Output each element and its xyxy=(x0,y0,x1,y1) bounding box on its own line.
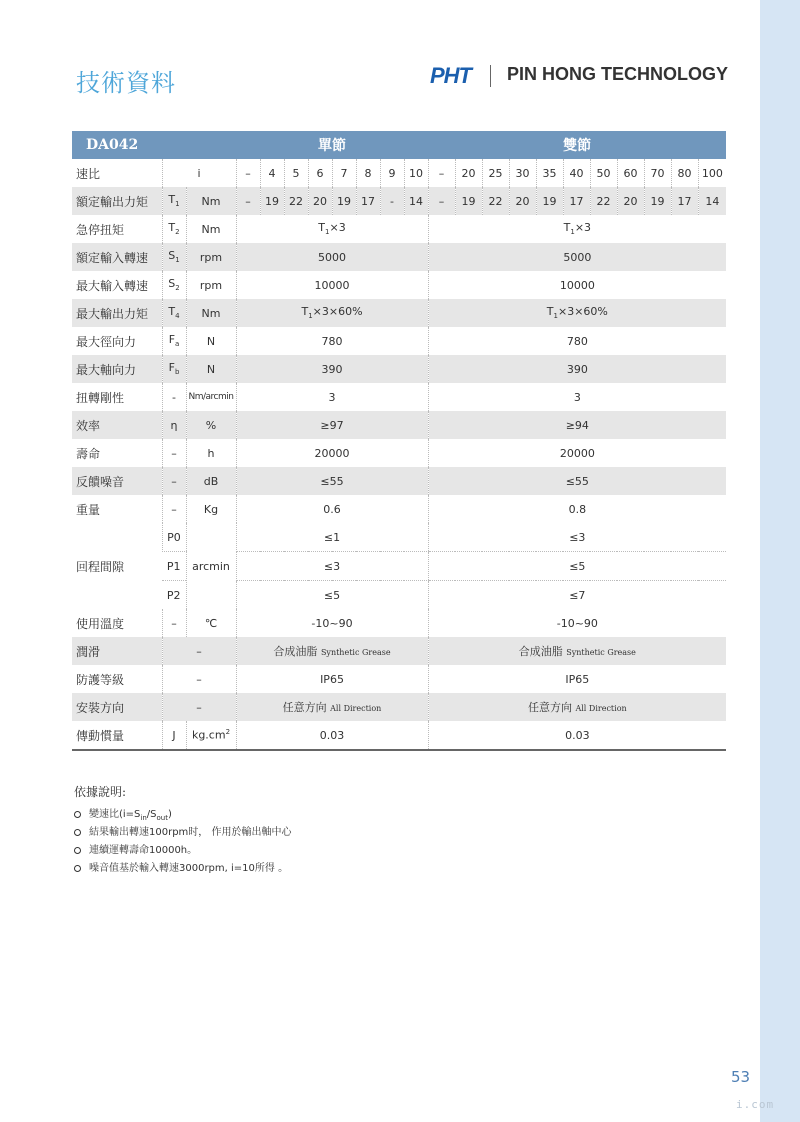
spec-row xyxy=(72,467,726,495)
double-value xyxy=(428,665,726,693)
spec-row xyxy=(72,355,726,383)
param-label: 最大輸入轉速 xyxy=(76,278,149,293)
ratio-double-cell: 100 xyxy=(698,159,726,187)
torque-single-cell: – xyxy=(236,187,260,215)
param-label: 反饋噪音 xyxy=(72,467,162,495)
rated-torque-row xyxy=(72,187,726,215)
group-double-header: 雙節 xyxy=(428,131,726,159)
ratio-single-cell: 10 xyxy=(404,159,428,187)
ratio-single-cell: 6 xyxy=(308,159,332,187)
single-value: ≤3 xyxy=(236,552,428,581)
value-text: 合成油脂 xyxy=(273,645,318,658)
note-item xyxy=(74,842,291,860)
double-value xyxy=(428,355,726,383)
param-label: 安裝方向 xyxy=(72,693,162,721)
double-value: ≤7 xyxy=(428,581,726,610)
param-symbol: – xyxy=(162,665,236,693)
value-en: All Direction xyxy=(575,704,627,713)
backlash-row xyxy=(72,581,726,610)
symbol-text: – xyxy=(171,502,177,516)
notes-title: 依據說明: xyxy=(74,785,127,799)
note-text: 變速比(i=S xyxy=(89,809,141,820)
ratio-double-cell: 80 xyxy=(671,159,698,187)
param-label: 速比 xyxy=(76,166,101,181)
bullet-icon xyxy=(74,811,81,818)
param-unit: Nm xyxy=(186,299,236,327)
spec-row xyxy=(72,637,726,665)
value-text: T xyxy=(318,221,326,235)
symbol-sub: 4 xyxy=(175,312,180,321)
value-text: 3 xyxy=(328,390,336,404)
ratio-single-cell: 7 xyxy=(332,159,356,187)
double-value xyxy=(428,299,726,327)
param-symbol: – xyxy=(162,609,186,637)
value-sub: 1 xyxy=(308,312,313,321)
symbol-text: T xyxy=(168,193,176,207)
table-header-row xyxy=(72,131,726,159)
single-value xyxy=(236,271,428,299)
torque-double-cell: 19 xyxy=(536,187,563,215)
value-en: All Direction xyxy=(330,704,382,713)
value-text: ≤55 xyxy=(565,474,589,488)
symbol-text: T xyxy=(168,221,176,235)
value-text: ≥94 xyxy=(565,418,589,432)
brand-divider xyxy=(490,65,491,87)
param-symbol xyxy=(162,215,186,243)
torque-double-cell: 22 xyxy=(590,187,617,215)
param-unit: Nm xyxy=(186,215,236,243)
value-text: 20000 xyxy=(559,446,595,460)
value-en: Synthetic Grease xyxy=(566,648,636,657)
torque-double-cell: 17 xyxy=(563,187,590,215)
page-title: 技術資料 xyxy=(76,69,176,97)
param-label: 重量 xyxy=(76,502,101,517)
double-value xyxy=(428,609,726,637)
value-text: 5000 xyxy=(563,250,592,264)
param-symbol: J xyxy=(162,721,186,750)
spec-row xyxy=(72,271,726,299)
single-value xyxy=(236,355,428,383)
single-value xyxy=(236,299,428,327)
torque-double-cell: 19 xyxy=(644,187,671,215)
torque-single-cell: 22 xyxy=(284,187,308,215)
double-value xyxy=(428,693,726,721)
value-sub: 1 xyxy=(553,312,558,321)
torque-single-cell: 19 xyxy=(332,187,356,215)
note-item xyxy=(74,824,291,842)
value-text: -10~90 xyxy=(556,616,598,630)
symbol-text: T xyxy=(168,305,176,319)
param-symbol xyxy=(162,271,186,299)
unit-text: ℃ xyxy=(204,616,218,630)
symbol-sub: 1 xyxy=(175,200,180,209)
torque-double-cell: 20 xyxy=(509,187,536,215)
param-symbol: – xyxy=(162,693,236,721)
param-symbol xyxy=(162,187,186,215)
param-symbol xyxy=(162,495,186,523)
single-value xyxy=(236,411,428,439)
unit-sup: 2 xyxy=(225,728,231,737)
double-value xyxy=(428,467,726,495)
bullet-icon xyxy=(74,865,81,872)
torque-double-cell: 20 xyxy=(617,187,644,215)
side-strip xyxy=(760,0,800,1122)
spec-row xyxy=(72,243,726,271)
model-name: DA042 xyxy=(72,131,236,159)
ratio-double-cell: 30 xyxy=(509,159,536,187)
single-value xyxy=(236,215,428,243)
value-text: T xyxy=(563,221,571,235)
symbol-text: – xyxy=(171,474,177,488)
note-item xyxy=(74,806,291,824)
param-label: 最大軸向力 xyxy=(72,355,162,383)
param-symbol xyxy=(162,467,186,495)
symbol-text: – xyxy=(171,446,177,460)
value-text: T xyxy=(546,305,554,319)
single-value xyxy=(236,721,428,750)
symbol-text: - xyxy=(172,390,176,404)
param-unit: Nm/arcmin xyxy=(186,383,236,411)
value-sub: 1 xyxy=(325,228,330,237)
symbol-text: S xyxy=(168,249,176,263)
ratio-double-cell: 25 xyxy=(482,159,509,187)
double-value xyxy=(428,327,726,355)
value-text: 390 xyxy=(566,362,588,376)
symbol-sub: a xyxy=(175,340,180,349)
value-text: 0.03 xyxy=(565,728,590,742)
single-value xyxy=(236,383,428,411)
note-text: ) xyxy=(167,809,172,820)
double-value xyxy=(428,271,726,299)
param-unit: rpm xyxy=(186,271,236,299)
spec-table xyxy=(72,131,726,751)
ratio-double-cell: 40 xyxy=(563,159,590,187)
param-label: 防護等級 xyxy=(76,672,125,687)
param-unit xyxy=(186,721,236,750)
symbol-sub: 2 xyxy=(175,284,180,293)
param-unit: rpm xyxy=(186,243,236,271)
spec-row xyxy=(72,299,726,327)
param-unit: N xyxy=(186,327,236,355)
value-text: 0.03 xyxy=(319,728,345,742)
value-text: 0.8 xyxy=(568,502,587,516)
double-value xyxy=(428,243,726,271)
param-unit: h xyxy=(186,439,236,467)
value-text: 10000 xyxy=(559,278,595,292)
param-symbol xyxy=(162,411,186,439)
double-value xyxy=(428,495,726,523)
note-sub: out xyxy=(156,814,168,822)
param-label: 扭轉剛性 xyxy=(76,390,125,405)
param-label: 最大徑向力 xyxy=(76,334,137,349)
spec-row xyxy=(72,495,726,523)
pht-logo: PHT xyxy=(430,63,471,88)
value-text: 合成油脂 xyxy=(518,645,563,658)
ratio-single-cell: 8 xyxy=(356,159,380,187)
single-value xyxy=(236,467,428,495)
param-label: 壽命 xyxy=(76,446,101,461)
note-text: 結果輸出轉速100rpm时， 作用於輸出軸中心 xyxy=(89,827,292,838)
spec-row xyxy=(72,693,726,721)
ratio-single-cell: – xyxy=(236,159,260,187)
single-value xyxy=(236,439,428,467)
single-value xyxy=(236,665,428,693)
param-label: 額定輸出力矩 xyxy=(72,187,162,215)
param-symbol xyxy=(162,439,186,467)
note-text: 連續運轉壽命10000h。 xyxy=(89,845,198,856)
symbol-sub: b xyxy=(174,368,180,377)
param-label: 效率 xyxy=(72,411,162,439)
ratio-double-cell: 60 xyxy=(617,159,644,187)
param-label: 潤滑 xyxy=(72,637,162,665)
single-value: ≤5 xyxy=(236,581,428,610)
value-sub: 1 xyxy=(570,228,575,237)
ratio-single-cell: 5 xyxy=(284,159,308,187)
value-text: ×3 xyxy=(329,221,346,235)
value-text: 5000 xyxy=(318,250,346,264)
note-sub: in xyxy=(140,814,147,822)
ratio-double-cell: – xyxy=(428,159,455,187)
value-text: 任意方向 xyxy=(282,701,327,714)
value-text: ≥97 xyxy=(320,418,344,432)
torque-double-cell: 22 xyxy=(482,187,509,215)
torque-single-cell: 19 xyxy=(260,187,284,215)
param-symbol xyxy=(162,355,186,383)
torque-single-cell: 17 xyxy=(356,187,380,215)
param-symbol: – xyxy=(162,637,236,665)
unit-text: kg.cm xyxy=(191,728,226,742)
param-symbol xyxy=(162,327,186,355)
spec-table-body xyxy=(72,159,726,750)
single-value xyxy=(236,243,428,271)
ratio-double-cell: 70 xyxy=(644,159,671,187)
param-unit xyxy=(186,609,236,637)
spec-row xyxy=(72,411,726,439)
param-label: 回程間隙 xyxy=(76,559,125,574)
single-value xyxy=(236,637,428,665)
double-value: ≤3 xyxy=(428,523,726,552)
note-item xyxy=(74,860,291,878)
note-text: 噪音值基於輸入轉速3000rpm, i=10所得 。 xyxy=(89,863,289,874)
spec-row xyxy=(72,609,726,637)
double-value xyxy=(428,215,726,243)
param-symbol xyxy=(162,243,186,271)
value-text: IP65 xyxy=(565,672,590,686)
double-value xyxy=(428,411,726,439)
symbol-text: F xyxy=(168,333,176,347)
value-text: -10~90 xyxy=(311,616,353,630)
single-value xyxy=(236,693,428,721)
ratio-row xyxy=(72,159,726,187)
backlash-row xyxy=(72,523,726,552)
symbol-sub: 1 xyxy=(175,256,180,265)
value-text: 10000 xyxy=(314,278,350,292)
param-symbol: i xyxy=(162,159,236,187)
param-label: 額定輸入轉速 xyxy=(72,243,162,271)
value-text: 0.6 xyxy=(323,502,341,516)
double-value xyxy=(428,721,726,750)
symbol-text: F xyxy=(168,361,175,375)
symbol-sub: 2 xyxy=(175,228,180,237)
param-unit: % xyxy=(186,411,236,439)
symbol-text: S xyxy=(168,277,176,291)
torque-single-cell: 20 xyxy=(308,187,332,215)
spec-row xyxy=(72,215,726,243)
torque-double-cell: 14 xyxy=(698,187,726,215)
param-unit: Kg xyxy=(186,495,236,523)
param-symbol xyxy=(162,383,186,411)
ratio-single-cell: 9 xyxy=(380,159,404,187)
spec-row xyxy=(72,721,726,750)
single-value xyxy=(236,327,428,355)
ratio-double-cell: 50 xyxy=(590,159,617,187)
double-value xyxy=(428,383,726,411)
spec-row xyxy=(72,665,726,693)
note-text: /S xyxy=(146,809,157,820)
backlash-row xyxy=(72,552,726,581)
watermark: i.com xyxy=(736,1098,775,1111)
param-label: 傳動慣量 xyxy=(72,721,162,750)
param-unit: N xyxy=(186,355,236,383)
torque-single-cell: 14 xyxy=(404,187,428,215)
spec-row xyxy=(72,383,726,411)
group-single-header: 單節 xyxy=(236,131,428,159)
double-value: ≤5 xyxy=(428,552,726,581)
bullet-icon xyxy=(74,847,81,854)
single-value xyxy=(236,495,428,523)
spec-row xyxy=(72,327,726,355)
backlash-level: P2 xyxy=(166,588,181,602)
brand-name: PIN HONG TECHNOLOGY xyxy=(507,64,729,84)
bullet-icon xyxy=(74,829,81,836)
param-unit: dB xyxy=(186,467,236,495)
value-text: ×3 xyxy=(574,221,592,235)
single-value: ≤1 xyxy=(236,523,428,552)
value-text: T xyxy=(301,305,309,319)
param-label: 使用溫度 xyxy=(76,616,125,631)
value-text: ≤55 xyxy=(320,474,344,488)
value-text: ×3×60% xyxy=(557,305,608,319)
value-text: 780 xyxy=(566,334,588,348)
notes-list xyxy=(74,806,291,878)
value-text: IP65 xyxy=(320,672,344,686)
double-value xyxy=(428,637,726,665)
value-text: 3 xyxy=(573,390,581,404)
torque-single-cell: - xyxy=(380,187,404,215)
page-number: 53 xyxy=(731,1068,751,1086)
ratio-double-cell: 35 xyxy=(536,159,563,187)
ratio-single-cell: 4 xyxy=(260,159,284,187)
param-label: 最大輸出力矩 xyxy=(72,299,162,327)
double-value xyxy=(428,439,726,467)
value-text: ×3×60% xyxy=(312,305,363,319)
single-value xyxy=(236,609,428,637)
backlash-level: P0 xyxy=(162,523,186,552)
param-unit: arcmin xyxy=(186,523,236,609)
param-unit: Nm xyxy=(186,187,236,215)
spec-row xyxy=(72,439,726,467)
value-text: 20000 xyxy=(314,446,350,460)
value-en: Synthetic Grease xyxy=(320,648,391,657)
value-text: 780 xyxy=(321,334,343,348)
torque-double-cell: 19 xyxy=(455,187,482,215)
param-label: 急停扭矩 xyxy=(76,222,125,237)
value-text: 任意方向 xyxy=(527,701,572,714)
param-symbol xyxy=(162,299,186,327)
value-text: 390 xyxy=(321,362,343,376)
torque-double-cell: 17 xyxy=(671,187,698,215)
backlash-level: P1 xyxy=(162,552,186,581)
ratio-double-cell: 20 xyxy=(455,159,482,187)
symbol-text: η xyxy=(170,418,178,432)
torque-double-cell: – xyxy=(428,187,455,215)
